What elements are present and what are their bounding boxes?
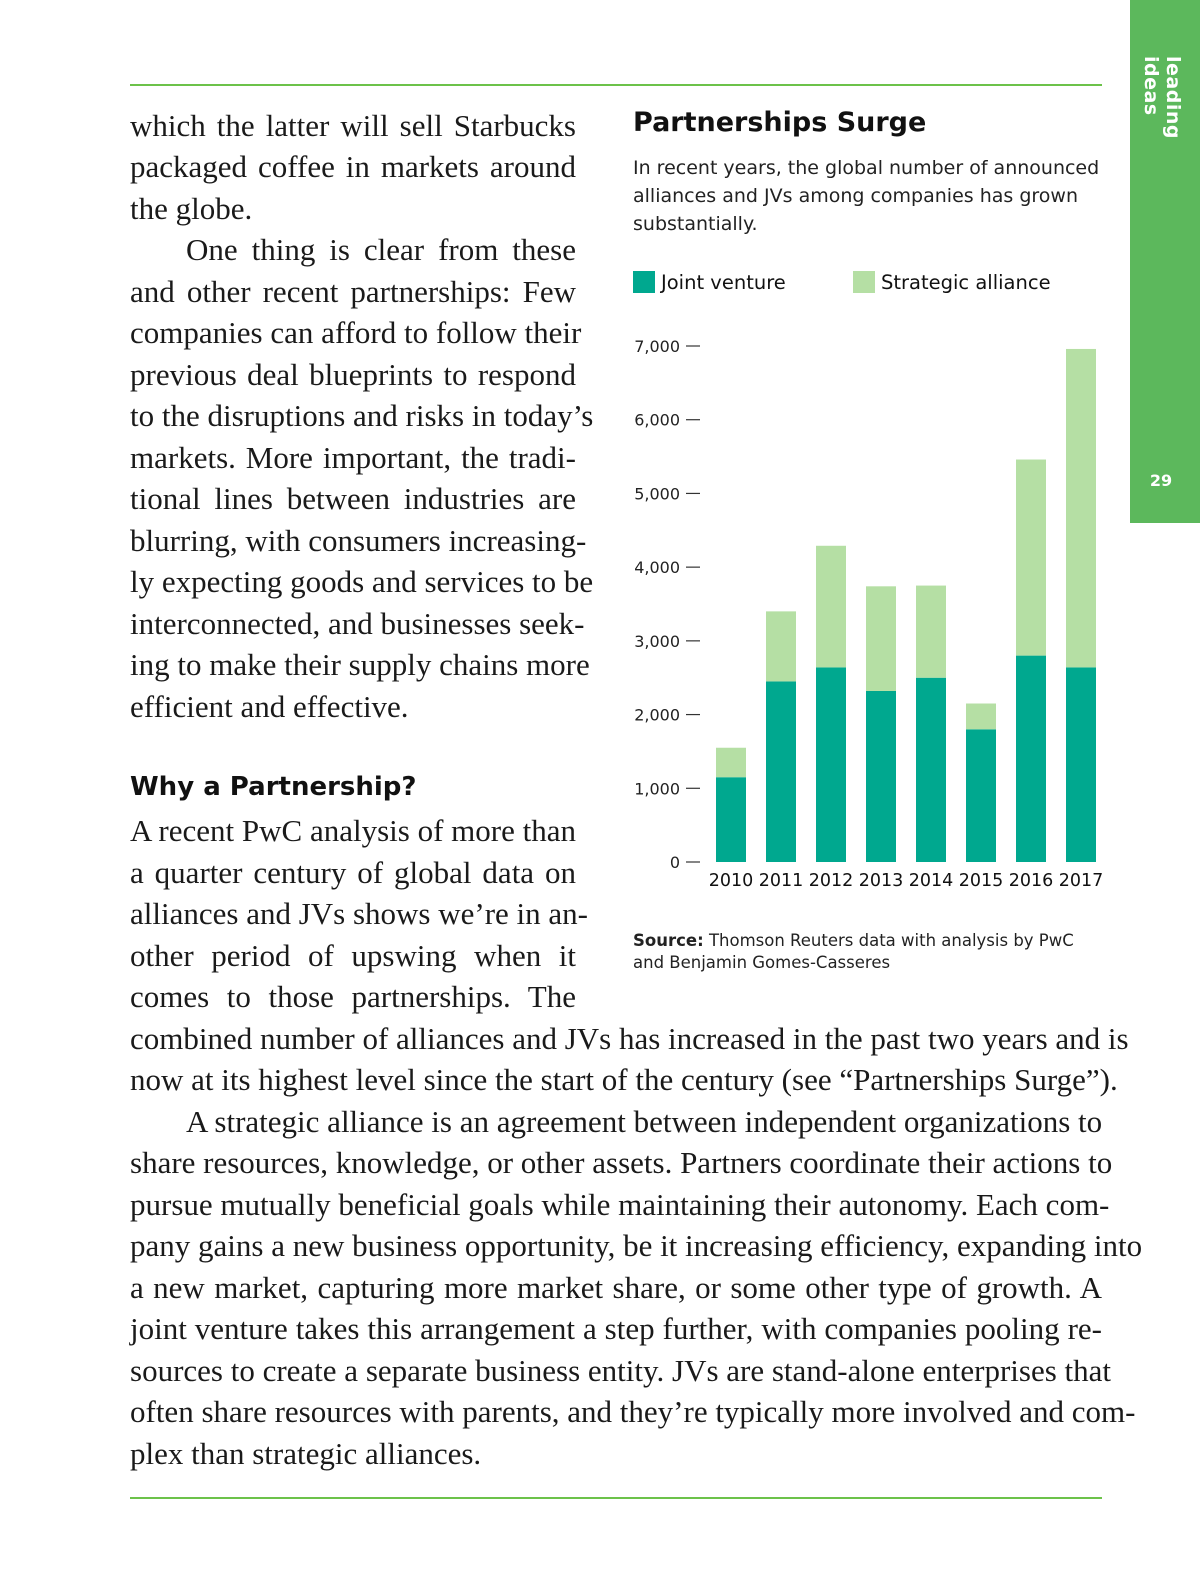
text-line: to the disruptions and risks in today’s [130, 398, 594, 433]
text-line: a new market, capturing more market share, or some other type of growth. A [130, 1270, 1102, 1305]
text-line: companies can afford to follow their [130, 315, 582, 350]
text-line: interconnected, and businesses seek- [130, 606, 585, 641]
text-line: comes to those partnerships. The [130, 979, 576, 1014]
y-tick-label: 2,000 [634, 705, 680, 725]
y-tick-label: 1,000 [634, 779, 680, 799]
x-tick-label: 2011 [758, 871, 804, 890]
source-label: Source: [633, 931, 704, 950]
text-line: pursue mutually beneficial goals while maintaining their autonomy. Each com- [130, 1187, 1110, 1222]
x-tick-label: 2014 [908, 871, 954, 890]
text-line: pany gains a new business opportunity, be it increasing efficiency, expanding into [130, 1228, 1143, 1263]
bar-strategic-alliance-2015 [966, 704, 996, 730]
text-line: markets. More important, the tradi- [130, 440, 576, 475]
chart-source [633, 930, 1103, 974]
text-line: combined number of alliances and JVs has increased in the past two years and is [130, 1021, 1129, 1056]
text-line: often share resources with parents, and they’re typically more involved and com- [130, 1394, 1136, 1429]
text-line: joint venture takes this arrangement a step further, with companies pooling re- [130, 1311, 1102, 1346]
legend-label-strategic-alliance: Strategic alliance [881, 271, 1051, 294]
text-line: tional lines between industries are [130, 481, 576, 516]
text-line: alliances and JVs shows we’re in an- [130, 896, 588, 931]
bar-strategic-alliance-2016 [1016, 460, 1046, 656]
text-line: the globe. [130, 191, 253, 226]
text-line: blurring, with consumers increasing- [130, 523, 587, 558]
text-line: plex than strategic alliances. [130, 1436, 482, 1471]
text-line: share resources, knowledge, or other assets. Partners coordinate their actions to [130, 1145, 1113, 1180]
x-tick-label: 2013 [858, 871, 904, 890]
text-line: ly expecting goods and services to be [130, 564, 594, 599]
text-line: other period of upswing when it [130, 938, 576, 973]
section-label: leading ideas [1140, 56, 1184, 139]
chart-title: Partnerships Surge [633, 107, 927, 138]
legend-label-joint-venture: Joint venture [661, 271, 786, 294]
bar-joint-venture-2015 [966, 729, 996, 862]
text-line: a quarter century of global data on [130, 855, 576, 890]
y-tick-label: 7,000 [634, 337, 680, 356]
x-tick-label: 2012 [808, 871, 854, 890]
bar-strategic-alliance-2013 [866, 586, 896, 691]
text-line: which the latter will sell Starbucks [130, 108, 576, 143]
legend-swatch-joint-venture [633, 271, 655, 293]
source-text: Thomson Reuters data with analysis by PwC and Benjamin Gomes-Casseres [633, 931, 1074, 972]
x-tick-label: 2010 [708, 871, 754, 890]
text-line: A strategic alliance is an agreement between independent organizations to [186, 1104, 1103, 1139]
text-line: previous deal blueprints to respond [130, 357, 576, 392]
section-heading: Why a Partnership? [130, 772, 417, 802]
x-tick-label: 2017 [1058, 871, 1104, 890]
bar-joint-venture-2016 [1016, 656, 1046, 862]
text-line: A recent PwC analysis of more than [130, 813, 576, 848]
bar-joint-venture-2013 [866, 691, 896, 862]
bar-joint-venture-2012 [816, 667, 846, 862]
x-tick-label: 2016 [1008, 871, 1054, 890]
bar-joint-venture-2014 [916, 678, 946, 862]
bar-strategic-alliance-2012 [816, 546, 846, 668]
text-line: efficient and effective. [130, 689, 409, 724]
section-tab [1130, 0, 1200, 523]
top-rule [130, 84, 1102, 86]
legend-swatch-strategic-alliance [853, 271, 875, 293]
y-tick-label: 5,000 [634, 484, 680, 504]
text-line: packaged coffee in markets around [130, 149, 576, 184]
bottom-rule [130, 1497, 1102, 1499]
text-line: sources to create a separate business entity. JVs are stand-alone enterprises that [130, 1353, 1112, 1388]
bar-joint-venture-2010 [716, 777, 746, 862]
y-tick-label: 4,000 [634, 558, 680, 578]
x-tick-label: 2015 [958, 871, 1004, 890]
y-tick-label: 0 [669, 853, 680, 872]
bar-joint-venture-2011 [766, 681, 796, 862]
y-tick-label: 6,000 [634, 410, 680, 430]
bar-strategic-alliance-2014 [916, 586, 946, 678]
y-tick-label: 3,000 [634, 631, 680, 651]
bar-joint-venture-2017 [1066, 667, 1096, 862]
text-line: now at its highest level since the start of the century (see “Partnerships Surge”). [130, 1062, 1118, 1097]
page-number: 29 [1149, 471, 1173, 490]
text-line: One thing is clear from these [186, 232, 576, 267]
bar-strategic-alliance-2011 [766, 611, 796, 681]
bar-strategic-alliance-2017 [1066, 349, 1096, 667]
text-line: ing to make their supply chains more [130, 647, 590, 682]
chart-subtitle: In recent years, the global number of announced alliances and JVs among companies has grown substantially. [633, 157, 1100, 235]
stacked-bar-chart [630, 330, 1110, 890]
bar-strategic-alliance-2010 [716, 748, 746, 777]
text-line: and other recent partnerships: Few [130, 274, 576, 309]
